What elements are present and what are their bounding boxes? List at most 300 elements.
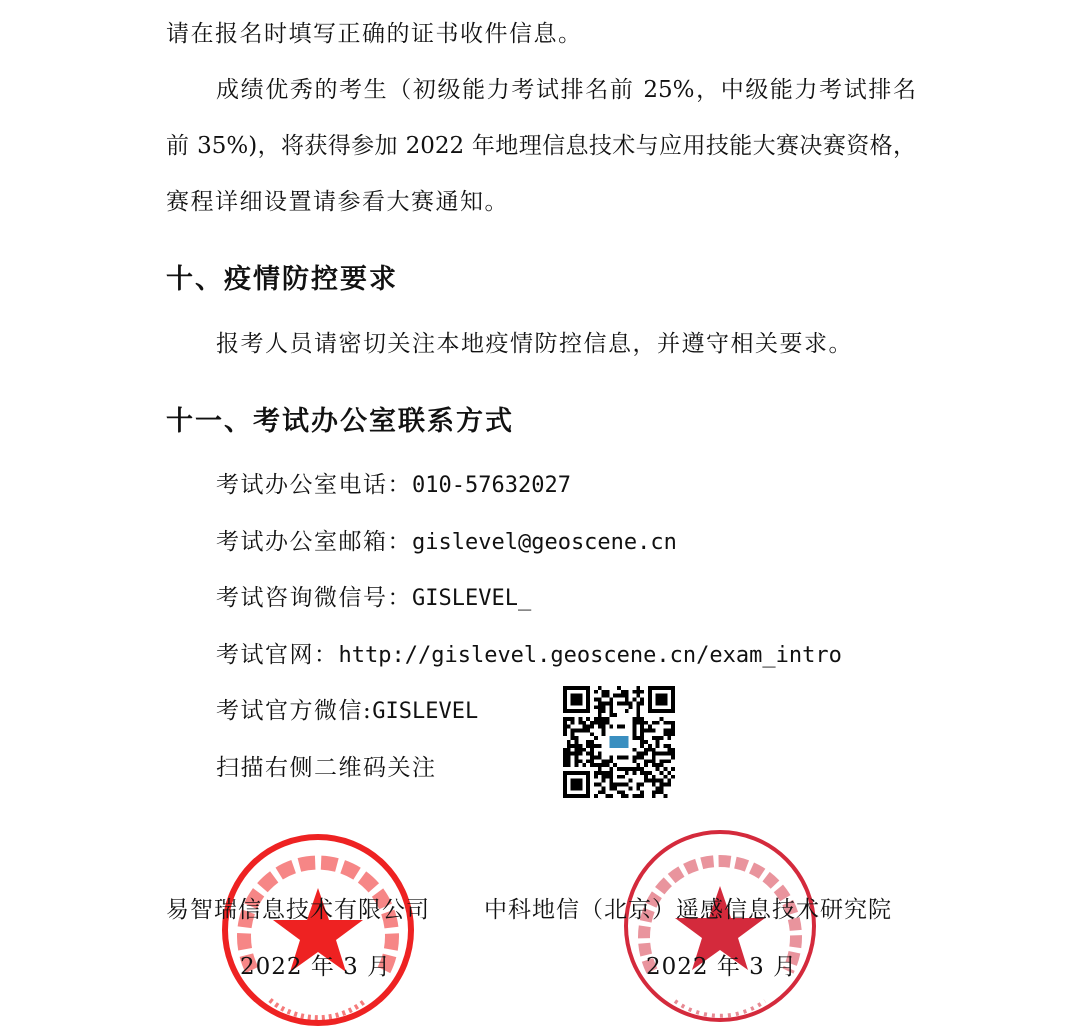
qr-module [609,759,613,763]
qr-module [609,698,613,702]
qr-module [636,705,640,709]
qr-module [598,686,602,690]
qr-module [656,694,668,706]
qr-module [633,736,637,740]
qr-module [594,783,598,787]
qr-module [633,767,637,771]
qr-module [609,786,613,790]
qr-module [586,717,590,721]
qr-module [621,694,625,698]
qr-module [602,690,606,694]
qr-module [625,794,629,798]
qr-module [667,728,671,732]
qr-module [656,736,660,740]
qr-module [590,740,594,744]
qr-module [602,728,606,732]
qr-module [621,701,625,705]
label: 考试咨询微信号： [216,585,412,611]
qr-module [652,759,656,763]
qr-module [640,783,644,787]
qr-module [644,721,648,725]
qr-module [602,775,606,779]
email-value[interactable]: gislevel@geoscene.cn [412,530,677,555]
qr-module [660,752,664,756]
qr-module [582,725,586,729]
qr-module [598,763,602,767]
qr-module [598,709,602,713]
qr-module [594,744,598,748]
qr-module [625,771,629,775]
qr-module [617,686,621,690]
qr-module [563,721,567,725]
qr-module [617,725,621,729]
official-value: GISLEVEL [372,699,479,724]
qr-module [633,725,637,729]
qr-module [629,767,633,771]
contact-wechat [216,583,531,614]
signature-date-left: 2022 年 3 月 [240,954,392,980]
qr-module [640,767,644,771]
qr-module [621,756,625,760]
qr-module [656,763,660,767]
qr-module [578,752,582,756]
qr-module [617,790,621,794]
qr-module [617,694,621,698]
qr-module [667,771,671,775]
section-heading: 十、疫情防控要求 [166,264,398,295]
qr-module [594,794,598,798]
qr-module [586,752,590,756]
qr-module [660,763,664,767]
qr-module [567,725,571,729]
qr-module [594,736,598,740]
paragraph-line: 报考人员请密切关注本地疫情防控信息，并遵守相关要求。 [216,331,853,357]
qr-module [671,775,675,779]
qr-module [652,779,656,783]
qr-module [625,698,629,702]
qr-module [605,794,609,798]
qr-module [598,752,602,756]
qr-module [648,779,652,783]
qr-module [671,752,675,756]
qr-module [598,783,602,787]
qr-module [660,783,664,787]
qr-module [586,728,590,732]
qr-module [636,786,640,790]
qr-module [590,763,594,767]
qr-module [598,717,602,721]
qr-module [609,725,613,729]
qr-module [640,752,644,756]
qr-module [640,744,644,748]
qr-module [602,701,606,705]
qr-module [644,779,648,783]
qr-module [652,728,656,732]
qr-module [636,713,640,717]
qr-module [633,759,637,763]
qr-module [648,771,652,775]
label: 考试官网： [216,642,339,668]
qr-module [667,744,671,748]
qr-module [594,698,598,702]
qr-module [609,767,613,771]
phone-value: 010-57632027 [412,473,571,498]
qr-module [598,713,602,717]
qr-module [575,744,579,748]
qr-module [663,759,667,763]
qr-module [575,756,579,760]
qr-module [605,721,609,725]
contact-official [216,696,478,727]
qr-module [571,717,575,721]
qr-module [567,759,571,763]
qr-module [609,794,613,798]
qr-module [609,775,613,779]
qr-module [652,783,656,787]
signature-org-right: 中科地信（北京）遥感信息技术研究院 [484,897,892,923]
qr-module [636,794,640,798]
qr-module [644,759,648,763]
paragraph-line: 前 35%)，将获得参加 2022 年地理信息技术与应用技能大赛决赛资格， [166,133,916,159]
qr-module [625,783,629,787]
contact-email [216,527,677,558]
qr-module [594,690,598,694]
qr-module [640,736,644,740]
qr-module [652,763,656,767]
qr-module [640,756,644,760]
qr-module [609,779,613,783]
qr-module [617,775,621,779]
qr-module [582,748,586,752]
qr-module [602,721,606,725]
qr-module [663,775,667,779]
qr-module [640,690,644,694]
qr-module [629,705,633,709]
contact-website [216,640,842,671]
qr-module [625,701,629,705]
qr-module [598,756,602,760]
qr-module [663,732,667,736]
qr-module [602,790,606,794]
qr-module [578,748,582,752]
qr-module [621,775,625,779]
qr-module [598,701,602,705]
qr-module [640,794,644,798]
qr-module [636,694,640,698]
signature-date-right: 2022 年 3 月 [646,954,798,980]
qr-module [652,736,656,740]
qr-module [613,694,617,698]
qr-module [636,756,640,760]
qr-module [602,759,606,763]
qr-module [590,744,594,748]
qr-module [598,705,602,709]
qr-module [578,717,582,721]
qr-module [633,732,637,736]
qr-module [671,728,675,732]
paragraph-line: 请在报名时填写正确的证书收件信息。 [166,21,583,47]
qr-module [613,713,617,717]
qr-module [663,794,667,798]
qr-module [663,728,667,732]
qr-module [660,771,664,775]
qr-module [594,775,598,779]
qr-module [648,728,652,732]
qr-module [563,759,567,763]
qr-module [667,783,671,787]
qr-module [640,790,644,794]
qr-module [636,752,640,756]
qr-module [609,705,613,709]
qr-module [590,759,594,763]
qr-module [602,705,606,709]
qr-module [656,767,660,771]
qr-module [563,756,567,760]
qr-module [571,752,575,756]
qr-module [671,721,675,725]
qr-module [602,779,606,783]
paragraph-line: 赛程详细设置请参看大赛通知。 [166,189,509,215]
qr-module [633,721,637,725]
qr-module [598,698,602,702]
qr-module [633,771,637,775]
qr-module [586,744,590,748]
qr-module [602,771,606,775]
qr-module [578,721,582,725]
qr-module [625,756,629,760]
qr-module [563,763,567,767]
qr-module [609,709,613,713]
qr-module [567,752,571,756]
qr-module [621,783,625,787]
qr-module [563,725,567,729]
qr-module [652,752,656,756]
qr-module [590,721,594,725]
qr-module [660,790,664,794]
qr-module [656,740,660,744]
qr-module [636,701,640,705]
qr-module [633,756,637,760]
qr-module [636,717,640,721]
qr-module [633,748,637,752]
qr-module [590,756,594,760]
qr-module [652,794,656,798]
qr-module [594,763,598,767]
qr-module [644,775,648,779]
qr-module [605,759,609,763]
qr-module [640,771,644,775]
qr-module [578,728,582,732]
qr-module [617,767,621,771]
qr-module [575,728,579,732]
qr-module [617,701,621,705]
qr-module [656,721,660,725]
qr-module [644,740,648,744]
qr-module [582,721,586,725]
qr-module [586,725,590,729]
qr-module [636,690,640,694]
paragraph-line: 成绩优秀的考生（初级能力考试排名前 25%，中级能力考试排名 [216,77,916,103]
qr-module [605,771,609,775]
qr-module [671,725,675,729]
qr-module [640,732,644,736]
qr-module [582,763,586,767]
qr-module [644,728,648,732]
qr-module [594,756,598,760]
qr-module [605,694,609,698]
qr-module [640,717,644,721]
qr-module [571,721,575,725]
qr-module [563,752,567,756]
qr-module [571,728,575,732]
qr-module [667,752,671,756]
qr-module [621,767,625,771]
qr-module [667,732,671,736]
qr-module [636,709,640,713]
qr-module [648,725,652,729]
qr-module [625,694,629,698]
qr-module [667,779,671,783]
qr-module [594,771,598,775]
qr-module [602,717,606,721]
qr-module [609,783,613,787]
qr-module [644,771,648,775]
qr-module [590,748,594,752]
label: 考试官方微信: [216,698,373,724]
qr-module [636,736,640,740]
qr-module [621,690,625,694]
qr-module [640,728,644,732]
qr-module [621,725,625,729]
qr-module [605,717,609,721]
qr-module [578,744,582,748]
qr-module [575,740,579,744]
qr-module [652,775,656,779]
qr-module [571,744,575,748]
qr-module [575,763,579,767]
qr-module [625,709,629,713]
qr-module [644,748,648,752]
qr-module [571,694,583,706]
qr-module [613,786,617,790]
qr-module [656,786,660,790]
qr-module [602,786,606,790]
qr-module [598,790,602,794]
qr-module [578,759,582,763]
qr-module [648,748,652,752]
qr-module [598,771,602,775]
qr-module [575,752,579,756]
label: 考试办公室邮箱： [216,529,412,555]
qr-module [633,728,637,732]
wechat-value: GISLEVEL_ [412,586,532,611]
qr-module [640,740,644,744]
qr-module [667,736,671,740]
company-seal-left [218,830,418,1030]
qr-module [652,748,656,752]
qr-module [567,744,571,748]
qr-module [629,779,633,783]
qr-module [625,690,629,694]
qr-module [633,698,637,702]
qr-module [667,748,671,752]
qr-module [644,763,648,767]
qr-module [575,736,579,740]
qr-module [633,690,637,694]
qr-module [640,721,644,725]
qr-module [590,725,594,729]
qr-module [667,721,671,725]
qr-module [663,783,667,787]
qr-module [567,756,571,760]
qr-module [602,709,606,713]
qr-module [609,756,613,760]
qr-module [563,717,567,721]
qr-module [605,701,609,705]
qr-module [625,767,629,771]
qr-module [640,698,644,702]
qr-module [590,732,594,736]
qr-module [609,736,628,748]
qr-module [567,717,571,721]
qr-module [613,783,617,787]
qr-module [656,744,660,748]
scan-instruction: 扫描右侧二维码关注 [216,755,437,781]
qr-module [586,740,590,744]
qr-module [571,736,575,740]
website-link[interactable]: http://gislevel.geoscene.cn/exam_intro [338,643,842,668]
qr-module [636,721,640,725]
qr-module [644,752,648,756]
qr-module [660,736,664,740]
qr-module [656,752,660,756]
qr-module [602,725,606,729]
qr-module [671,756,675,760]
qr-module [609,713,613,717]
qr-module [636,767,640,771]
qr-module [652,721,656,725]
qr-module [636,686,640,690]
contact-phone [216,470,571,501]
qr-module [656,790,660,794]
qr-module [586,759,590,763]
qr-module [617,756,621,760]
qr-module [656,779,660,783]
qr-module [598,725,602,729]
qr-code [563,686,675,798]
qr-module [605,775,609,779]
qr-module [609,701,613,705]
label: 考试办公室电话： [216,472,412,498]
qr-module [671,732,675,736]
qr-module [563,748,567,752]
qr-module [571,779,583,791]
section-heading: 十一、考试办公室联系方式 [166,406,514,437]
qr-module [667,759,671,763]
qr-module [594,721,598,725]
qr-module [671,767,675,771]
qr-module [602,763,606,767]
qr-module [598,767,602,771]
qr-module [621,794,625,798]
qr-module [663,721,667,725]
qr-module [563,728,567,732]
qr-module [571,732,575,736]
qr-module [575,748,579,752]
qr-module [648,759,652,763]
qr-module [636,783,640,787]
qr-module [671,748,675,752]
